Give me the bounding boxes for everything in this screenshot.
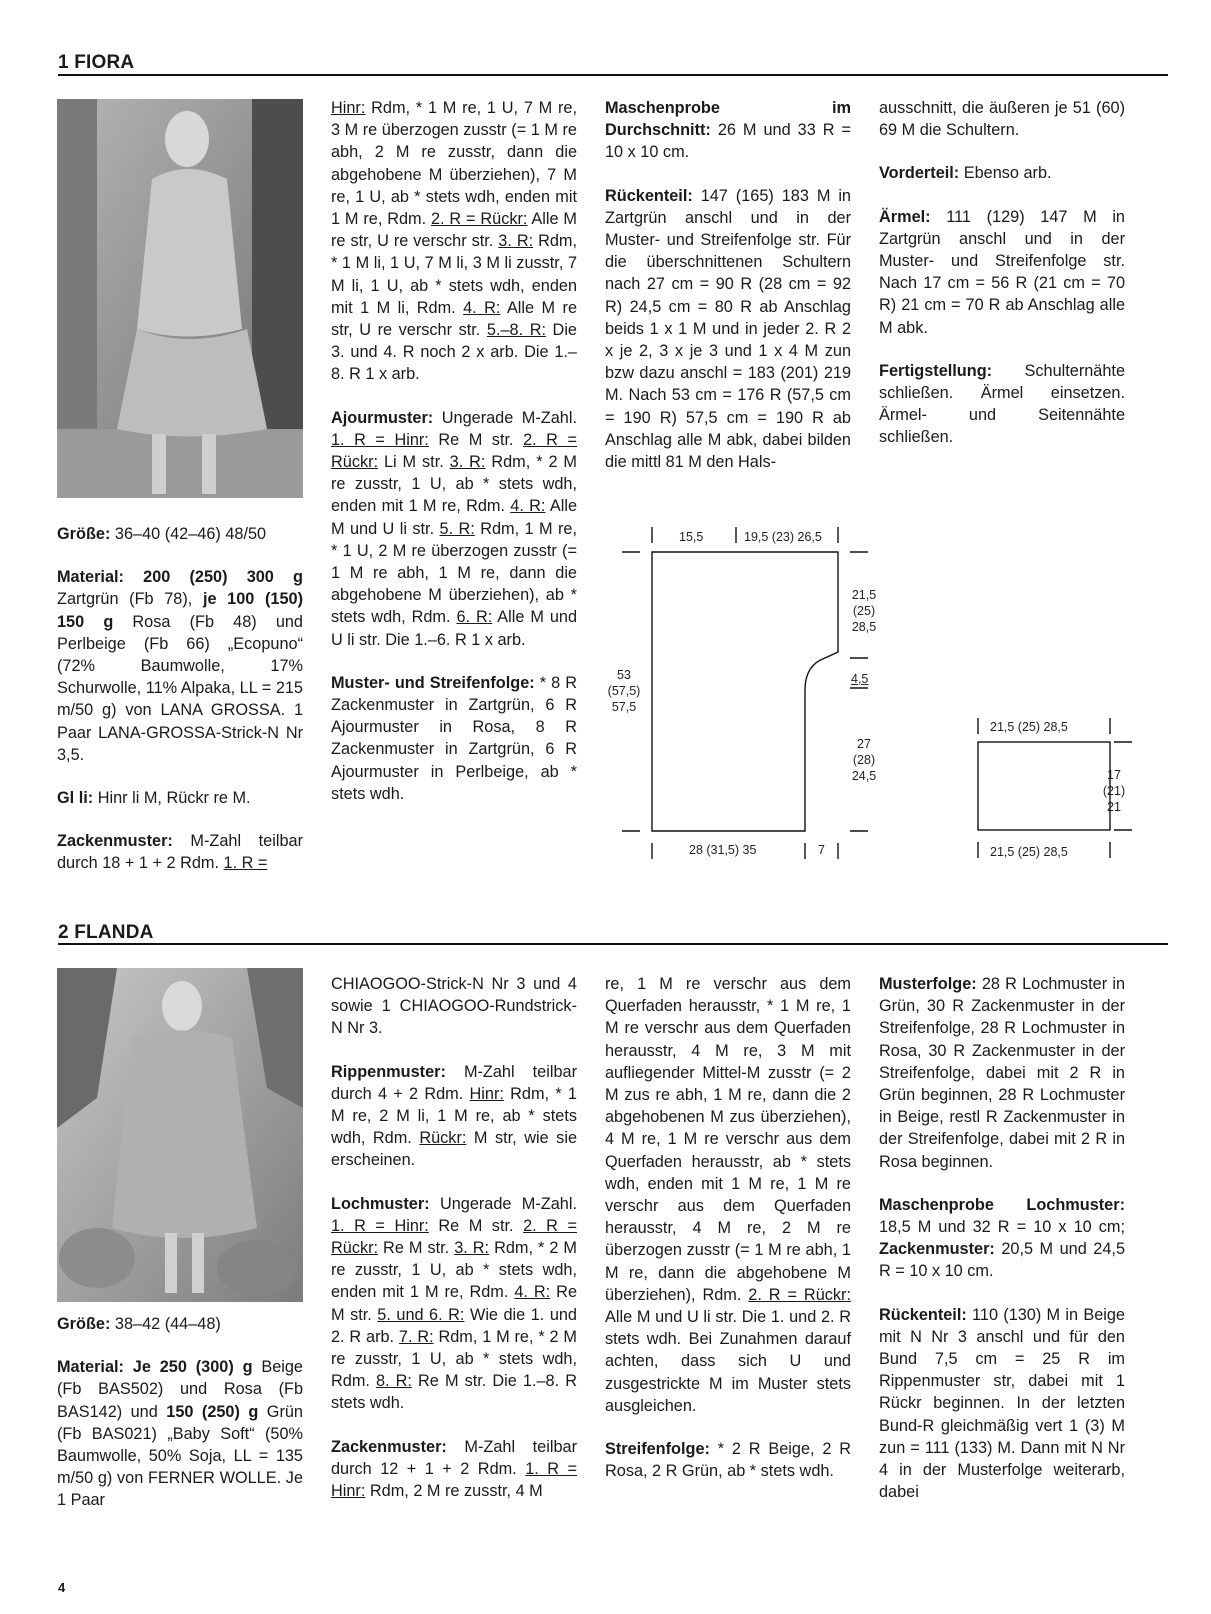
label: Größe: [57, 1315, 111, 1333]
label: Gl li: [57, 789, 94, 808]
text: 2. R = Rückr: [748, 1285, 851, 1304]
fiora-column-1 [57, 523, 303, 896]
dim-label: 21,5 (25) 28,5 [990, 720, 1068, 734]
text: 5. R: [439, 519, 475, 538]
text: Re M str. [428, 1216, 524, 1235]
text: je 100 (150) 150 g [57, 590, 303, 631]
text: Re M str. [331, 1283, 577, 1324]
text: M str, wie sie erscheinen. [331, 1129, 577, 1170]
dim-label: 21 [1107, 800, 1121, 814]
fiora-column-2 [331, 97, 577, 826]
label: Lochmuster: [331, 1194, 430, 1213]
flanda-column-2 [331, 973, 577, 1523]
text: Alle M und U li str. Die 1. und 2. R stets wdh. Bei Zunahmen darauf achten, dass sich U und zusgestrickte M im Muster stets ausgleichen. [605, 1308, 851, 1415]
flanda-column-4 [879, 973, 1125, 1524]
label: Rückenteil: [605, 186, 693, 205]
dim-label: (28) [852, 753, 876, 767]
dim-label: (21) [1102, 784, 1126, 798]
section-rule [58, 74, 1168, 76]
text: Rdm, * 2 M re zusstr, 1 U, ab * stets wdh, enden mit 1 M re, Rdm. [331, 453, 577, 516]
page-number: 4 [58, 1580, 66, 1595]
label: Rippenmuster: [331, 1062, 446, 1081]
body-outline [652, 552, 838, 831]
text: Li M str. [378, 453, 450, 472]
text: 5. und 6. R: [377, 1305, 465, 1324]
text: Rdm, 1 M re, * 2 M re zusstr, 1 U, ab * stets wdh, Rdm. [331, 1327, 577, 1391]
text: Re M str. Die 1.–8. R stets wdh. [331, 1372, 577, 1413]
dim-label: 17 [1107, 768, 1121, 782]
label: Musterfolge: [879, 975, 977, 993]
text: CHIAOGOO-Strick-N Nr 3 und 4 sowie 1 CHIAOGOO-Rundstrick-N Nr 3. [331, 975, 577, 1038]
dim-label: 19,5 (23) 26,5 [744, 530, 822, 544]
text: M-Zahl teilbar durch 12 + 1 + 2 Rdm. [331, 1437, 577, 1478]
text: 6. R: [456, 608, 493, 627]
label: Ajourmuster: [331, 408, 434, 427]
dim-label: 7 [818, 843, 825, 857]
label: Maschenprobe Lochmuster: [879, 1195, 1125, 1214]
text: Wie die 1. und 2. R arb. [331, 1305, 577, 1346]
text: 150 (250) g [166, 1402, 259, 1421]
flanda-column-1 [57, 1313, 303, 1533]
text: 111 (129) 147 M in Zartgrün anschl und in der Muster- und Streifenfolge str. Nach 17 cm = 56 R (21 cm = 70 R) 21 cm = 70 R ab Anschlag alle M abk. [879, 207, 1125, 337]
dim-label: 21,5 (25) 28,5 [990, 845, 1068, 859]
text: 1. R = Hinr: [331, 430, 429, 449]
label: Material: Je 250 (300) g [57, 1358, 253, 1377]
text: Alle M re str, U re verschr str. [331, 298, 577, 340]
text: Grün (Fb BAS021) „Baby Soft“ (50% Baumwolle, 50% Soja, LL = 135 m/50 g) von FERNER WOLLE. Je 1 Paar [57, 1402, 303, 1510]
text: * 2 R Beige, 2 R Rosa, 2 R Grün, ab * stets wdh. [605, 1440, 851, 1481]
text: Schulternähte schließen. Ärmel einsetzen. Ärmel- und Seitennähte schließen. [879, 361, 1125, 447]
text: 3. R: [498, 232, 534, 251]
text: Re M str. [378, 1239, 455, 1258]
text: Rdm, * 2 M re zusstr, 1 U, ab * stets wdh, enden mit 1 M re, Rdm. [331, 1239, 577, 1302]
photo-flanda [57, 968, 303, 1302]
text: Zartgrün (Fb 78), [57, 590, 193, 609]
text: 28 R Lochmuster in Grün, 30 R Zackenmuster in der Streifenfolge, 28 R Lochmuster in Rosa, 30 R Zackenmuster in der Streifenfolge, dabei mit 2 R in Grün beginnen, 28 R Lochmuster in Beige, restl R Zackenmuster in der Streifenfolge, dabei mit 2 R in Rosa beginnen. [879, 975, 1125, 1171]
label: Zackenmuster: [57, 832, 173, 851]
dim-label: 15,5 [679, 530, 704, 544]
text: Ungerade M-Zahl. [433, 408, 577, 427]
text: M-Zahl teilbar durch 18 + 1 + 2 Rdm. [57, 832, 303, 873]
photo-fiora [57, 99, 303, 498]
text: Rdm, 1 M re, * 1 U, 2 M re überzogen zusstr (= 1 M re abh, 1 M re, dann die abgehobene M überziehen), ab * stets wdh, Rdm. [331, 519, 577, 627]
dim-label: 53 [617, 668, 631, 682]
dim-label: (57,5) [607, 684, 641, 698]
text: 3. R: [454, 1239, 490, 1258]
text: 18,5 M und 32 R = 10 x 10 cm; [879, 1218, 1125, 1237]
text: Die 3. und 4. R noch 2 x arb. Die 1.–8. R 1 x arb. [331, 321, 577, 384]
section-title-fiora: 1 FIORA [58, 52, 135, 73]
text: Beige (Fb BAS502) und Rosa (Fb BAS142) und [57, 1358, 303, 1421]
text: Rdm, 2 M re zusstr, 4 M [365, 1482, 543, 1501]
text: Re M str. [428, 430, 524, 449]
text: 7. R: [398, 1327, 434, 1346]
text: 5.–8. R: [486, 321, 546, 340]
text: 1. R = [223, 854, 268, 873]
label: Maschenprobe im Durchschnitt: [605, 99, 851, 140]
sleeve-outline [978, 742, 1110, 830]
text: 1. R = Hinr: [331, 1459, 577, 1501]
text: Hinr: [331, 99, 366, 117]
label: Muster- und Streifenfolge: [331, 673, 535, 692]
text: 20,5 M und 24,5 R = 10 x 10 cm. [879, 1240, 1125, 1281]
label: Fertigstellung: [879, 361, 993, 380]
fiora-column-4 [879, 97, 1125, 470]
label: Größe: [57, 525, 111, 543]
text: 4. R: [463, 298, 501, 317]
text: 110 (130) M in Beige mit N Nr 3 anschl und für den Bund 7,5 cm = 25 R im Rippenmuster str, dabei mit 1 Rückr beginnen. In der letzten Bund-R gleichmäßig vert 1 (3) M zun = 111 (133) M. Dann mit N Nr 4 in der Musterfolge weiterarb, dabei [879, 1305, 1125, 1502]
text: M-Zahl teilbar durch 4 + 2 Rdm. [331, 1062, 577, 1103]
text: 2. R = Rückr: [430, 210, 528, 229]
label: Zackenmuster: [879, 1240, 995, 1259]
text: 4. R: [514, 1283, 551, 1302]
text: 36–40 (42–46) 48/50 [110, 525, 267, 543]
dim-label: 4,5 [851, 672, 869, 686]
text: 147 (165) 183 M in Zartgrün anschl und in der Muster- und Streifenfolge str. Für die überschnittenen Schultern nach 27 cm = 90 R (28 cm = 92 R) 24,5 cm = 80 R ab Anschlag beids 1 x 1 M und in jeder 2. R 2 x je 2, 3 x je 3 und 1 x 4 M zun bzw dazu anschl = 183 (201) 219 M. Nach 53 cm = 176 R (57,5 cm = 190 R) 57,5 cm = 190 R ab Anschlag alle M abk, dabei bilden die mittl 81 M den Hals- [605, 186, 851, 472]
flanda-column-3 [605, 973, 851, 1503]
text: ausschnitt, die äußeren je 51 (60) 69 M die Schultern. [879, 99, 1125, 140]
text: * 8 R Zackenmuster in Zartgrün, 6 R Ajourmuster in Rosa, 8 R Zackenmuster in Zartgrün, 6 R Ajourmuster in Perlbeige, ab * stets wdh. [331, 673, 577, 803]
label: Rückenteil: [879, 1305, 967, 1324]
section-rule [58, 943, 1168, 945]
text: Alle M und U li str. Die 1.–6. R 1 x arb. [331, 608, 577, 649]
text: Rdm, * 1 M re, 2 M li, 1 M re, ab * stets wdh, Rdm. [331, 1084, 577, 1148]
text: Hinr li M, Rückr re M. [93, 789, 251, 808]
section-title-flanda: 2 FLANDA [58, 922, 154, 943]
text: 2. R = Rückr: [331, 1216, 577, 1258]
dim-label: 28 (31,5) 35 [689, 843, 757, 857]
text: Rückr: [419, 1129, 467, 1148]
text: Ungerade M-Zahl. [429, 1194, 577, 1213]
text: 1. R = Hinr: [331, 1216, 429, 1235]
text: Rdm, * 1 M li, 1 U, 7 M li, 3 M li zusstr, 7 M li, 1 U, ab * stets wdh, enden mit 1 M li, Rdm. [331, 232, 577, 317]
text: 200 (250) 300 g [123, 568, 303, 587]
label: Ärmel: [879, 207, 931, 226]
dim-label: (25) [852, 604, 876, 618]
text: 2. R = Rückr: [331, 430, 577, 472]
text: 26 M und 33 R = 10 x 10 cm. [605, 121, 851, 162]
dim-label: 21,5 [851, 588, 877, 602]
text: re, 1 M re verschr aus dem Querfaden herausstr, * 1 M re, 1 M re verschr aus dem Querfaden herausstr, 4 M re, 3 M mit aufliegender Mittel-M zusstr (= 2 M zus re abh, 1 M re, dann die 2 abgehobenen M zus überziehen), 4 M re, 1 M re verschr aus dem Querfaden herausstr, ab * stets wdh, enden mit 1 M re, 1 M re verschr aus dem Querfaden herausstr, 4 M re, 2 M re überzogen zusstr (= 1 M re abh, 1 M re, dann die abgehobene M überziehen), Rdm. [605, 975, 851, 1304]
label: Vorderteil: [879, 164, 960, 183]
fiora-column-3 [605, 97, 851, 494]
dim-label: 24,5 [851, 769, 877, 783]
text: Alle M re str, U re verschr str. [331, 210, 577, 251]
text: 4. R: [510, 497, 546, 516]
label: Streifenfolge: [605, 1440, 710, 1459]
text: 38–42 (44–48) [110, 1315, 221, 1333]
dim-label: 27 [857, 737, 871, 751]
text: Rdm, * 1 M re, 1 U, 7 M re, 3 M re überzogen zusstr (= 1 M re abh, 2 M re zusstr, dann die abgehobene M überziehen), 7 M re, 1 U, ab * stets wdh, enden mit 1 M re, Rdm. [331, 99, 577, 229]
text: Ebenso arb. [959, 164, 1052, 183]
text: 3. R: [449, 453, 486, 472]
text: 8. R: [376, 1372, 412, 1391]
label: Material: [57, 568, 124, 587]
text: Alle M und U li str. [331, 497, 577, 538]
text: Hinr: [469, 1084, 504, 1103]
dim-label: 57,5 [611, 700, 637, 714]
text: Rosa (Fb 48) und Perlbeige (Fb 66) „Ecopuno“ (72% Baumwolle, 17% Schurwolle, 11% Alpaka, LL = 215 m/50 g) von LANA GROSSA. 1 Paar LANA-GROSSA-Strick-N Nr 3,5. [57, 612, 303, 764]
label: Zackenmuster: [331, 1437, 447, 1456]
dim-label: 28,5 [851, 620, 877, 634]
